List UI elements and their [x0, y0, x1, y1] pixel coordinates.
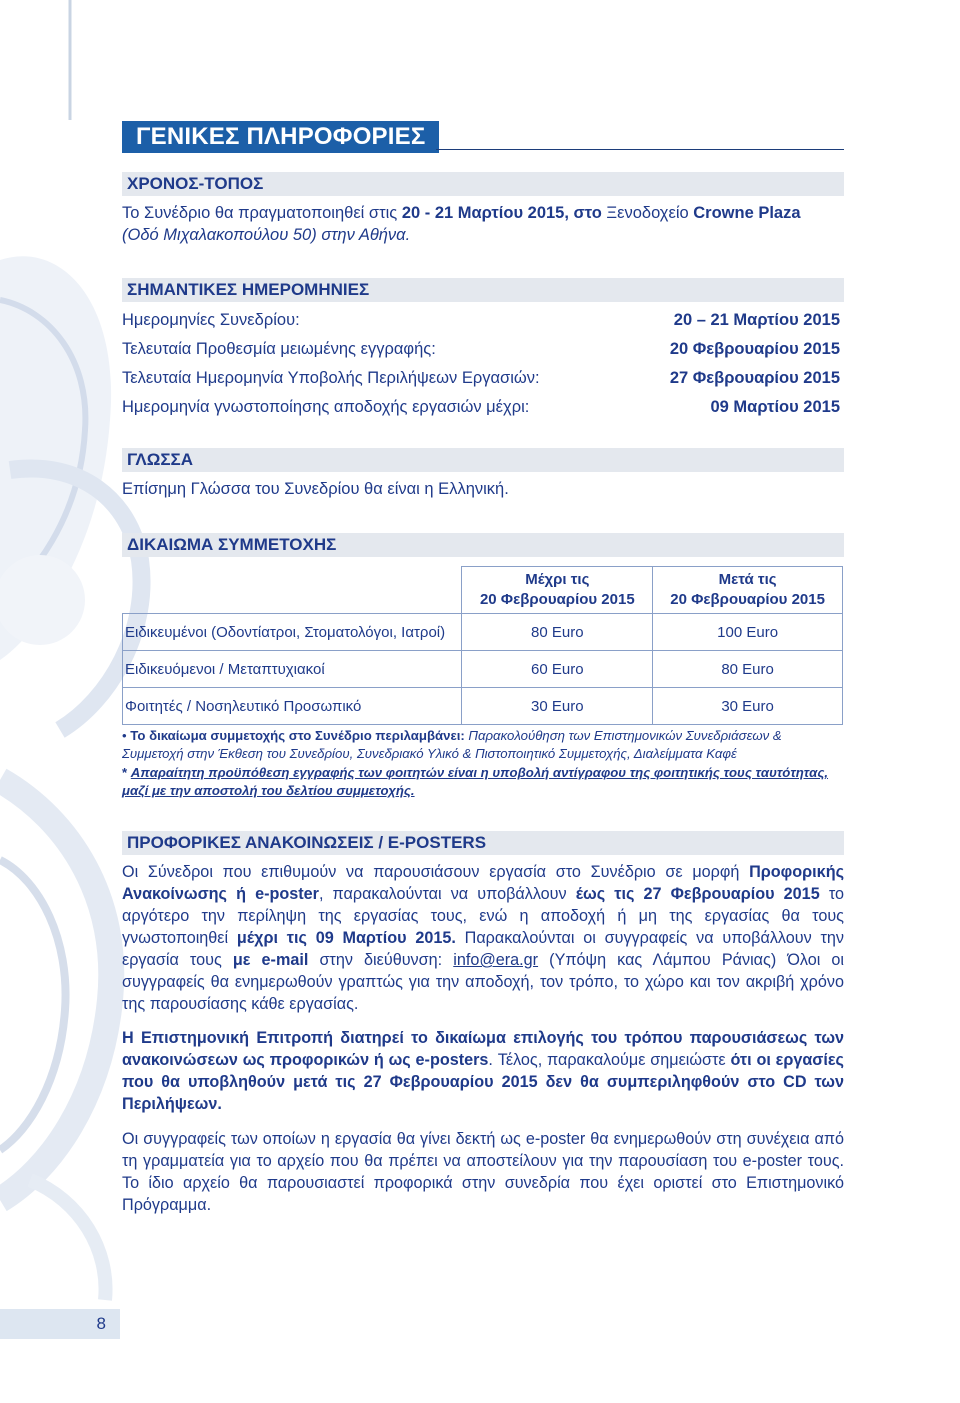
fees-table: [122, 566, 843, 725]
table-row: [123, 651, 843, 688]
p1-bold-h: με e-mail: [232, 951, 309, 969]
venue-address: (Οδό Μιχαλακοπούλου 50) στην Αθήνα.: [122, 226, 411, 244]
p1-text-c: , παρακαλούνται να υποβάλλουν: [318, 885, 576, 903]
note-star: *: [122, 765, 131, 780]
page-number: 8: [0, 1309, 120, 1339]
venue-text: [122, 202, 844, 246]
fees-inclusion-note: [122, 727, 844, 763]
note-text: Παρακολούθηση των Επιστημονικών Συνεδριάσεων & Συμμετοχή στην Έκθεση του Συνεδρίου, Συνεδριακό Υλικό & Πιστοποιητικό Συμμετοχής, Διαλείμματα Καφέ: [122, 728, 782, 761]
date-label: Τελευταία Προθεσμία μειωμένης εγγραφής:: [122, 340, 436, 358]
p1-bold-d: έως τις 27 Φεβρουαρίου 2015: [575, 885, 820, 903]
posters-paragraph-1: [122, 861, 844, 1015]
fees-header-after: [653, 567, 843, 614]
posters-heading: ΠΡΟΦΟΡΙΚΕΣ ΑΝΑΚΟΙΝΩΣΕΙΣ / E-POSTERS: [122, 831, 844, 855]
p1-text-e: το αργότερο την περίληψη της εργασίας τους, ενώ η αποδοχή ή μη της εργασίας θα τους γνωστοποιηθεί: [122, 885, 844, 947]
date-row: [122, 336, 840, 362]
fee-after: 80 Euro: [653, 651, 843, 688]
p1-text-i: στην διεύθυνση:: [308, 951, 454, 969]
fees-header-before-l1: Μέχρι τις: [525, 571, 590, 588]
bullet-icon: •: [122, 728, 131, 743]
fees-header-row: [123, 567, 843, 614]
table-row: [123, 614, 843, 651]
venue-text-2: Ξενοδοχείο: [601, 204, 694, 222]
fees-heading: ΔΙΚΑΙΩΜΑ ΣΥΜΜΕΤΟΧΗΣ: [122, 533, 844, 557]
date-value: 09 Μαρτίου 2015: [710, 398, 840, 416]
date-label: Τελευταία Ημερομηνία Υποβολής Περιλήψεων Εργασιών:: [122, 369, 540, 387]
language-text: Επίσημη Γλώσσα του Συνεδρίου θα είναι η Ελληνική.: [122, 480, 509, 498]
language-heading: ΓΛΩΣΣΑ: [122, 448, 844, 472]
p1-text-g: Παρακαλούνται οι συγγραφείς να υποβάλλουν την εργασία τους: [122, 929, 844, 969]
dates-heading: ΣΗΜΑΝΤΙΚΕΣ ΗΜΕΡΟΜΗΝΙΕΣ: [122, 278, 844, 302]
p1-bold-f: μέχρι τις 09 Μαρτίου 2015.: [236, 929, 456, 947]
fees-header-after-l1: Μετά τις: [718, 571, 777, 588]
note-bold: Το δικαίωμα συμμετοχής στο Συνέδριο περιλαμβάνει:: [130, 728, 465, 743]
date-row: [122, 307, 840, 333]
venue-hotel: Crowne Plaza: [693, 204, 801, 222]
email-link[interactable]: info@era.gr: [453, 951, 539, 969]
fee-category: Ειδικευόμενοι / Μεταπτυχιακοί: [123, 651, 462, 688]
date-value: 27 Φεβρουαρίου 2015: [669, 369, 840, 387]
p2-text-b: . Τέλος, παρακαλούμε σημειώστε: [488, 1051, 731, 1069]
posters-paragraph-2: [122, 1027, 844, 1115]
table-row: [123, 688, 843, 725]
students-requirement-note: [122, 764, 844, 800]
fee-category: Φοιτητές / Νοσηλευτικό Προσωπικό: [123, 688, 462, 725]
note-requirement: Απαραίτητη προϋπόθεση εγγραφής των φοιτητών είναι η υποβολή αντίγραφου της φοιτητικής τους ταυτότητας, μαζί με την αποστολή του δελτίου συμμετοχής.: [122, 765, 829, 798]
fees-header-empty: [123, 567, 462, 614]
date-value: 20 Φεβρουαρίου 2015: [669, 340, 840, 358]
date-value: 20 – 21 Μαρτίου 2015: [673, 311, 840, 329]
fee-before: 80 Euro: [462, 614, 653, 651]
page-title: ΓΕΝΙΚΕΣ ΠΛΗΡΟΦΟΡΙΕΣ: [122, 121, 439, 153]
date-row: [122, 394, 840, 420]
p1-bold-b: Προφορικής Ανακοίνωσης ή e-poster: [122, 863, 844, 903]
venue-dates: 20 - 21 Μαρτίου 2015, στο: [401, 204, 602, 222]
p2-bold-c: ότι οι εργασίες που θα υποβληθούν μετά τις 27 Φεβρουαρίου 2015 δεν θα συμπεριληφθούν στο CD των Περιλήψεων.: [122, 1051, 844, 1113]
venue-text-1: Το Συνέδριο θα πραγματοποιηθεί στις: [122, 204, 402, 222]
posters-paragraph-3: Οι συγγραφείς των οποίων η εργασία θα γίνει δεκτή ως e-poster θα ενημερωθούν στη συνέχεια από τη γραμματεία για το αρχείο που θα πρέπει να αποστείλουν για την παρουσίαση του e-poster τους. Το ίδιο αρχείο θα παρουσιαστεί προφορικά στην συνεδρία που έχει οριστεί στο Επιστημονικό Πρόγραμμα.: [122, 1130, 844, 1214]
p1-text-a: Οι Σύνεδροι που επιθυμούν να παρουσιάσουν εργασία στο Συνέδριο σε μορφή: [122, 863, 750, 881]
fees-header-before-l2: 20 Φεβρουαρίου 2015: [479, 591, 635, 608]
venue-heading: ΧΡΟΝΟΣ-ΤΟΠΟΣ: [122, 172, 844, 196]
fee-after: 30 Euro: [653, 688, 843, 725]
date-row: [122, 365, 840, 391]
date-label: Ημερομηνία γνωστοποίησης αποδοχής εργασιών μέχρι:: [122, 398, 530, 416]
title-divider: [436, 149, 844, 150]
fee-category: Ειδικευμένοι (Οδοντίατροι, Στοματολόγοι, Ιατροί): [123, 614, 462, 651]
p2-bold-a: Η Επιστημονική Επιτροπή διατηρεί το δικαίωμα επιλογής του τρόπου παρουσιάσεως των ανακοινώσεων ως προφορικών ή ως e-posters: [122, 1029, 844, 1069]
date-label: Ημερομηνίες Συνεδρίου:: [122, 311, 300, 329]
fee-after: 100 Euro: [653, 614, 843, 651]
fees-header-after-l2: 20 Φεβρουαρίου 2015: [670, 591, 825, 608]
fee-before: 60 Euro: [462, 651, 653, 688]
fees-header-before: [462, 567, 653, 614]
fee-before: 30 Euro: [462, 688, 653, 725]
p1-text-j: (Υπόψη κας Λάμπου Ράνιας) Όλοι οι συγγραφείς θα ενημερωθούν γραπτώς για την αποδοχή, τον τρόπο, το χώρο και τον ακριβή χρόνο της παρουσίασης κάθε εργασίας.: [122, 951, 845, 1013]
